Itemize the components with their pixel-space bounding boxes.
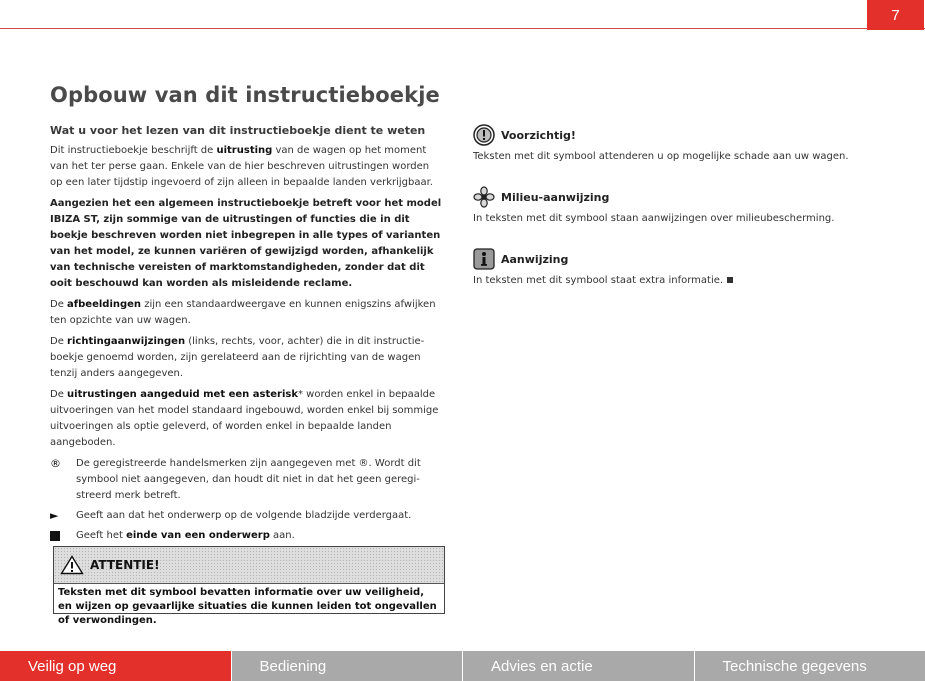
attention-text: Teksten met dit symbool bevatten informatie over uw veiligheid, en wijzen op gevaarlijke situaties die kunnen leiden tot ongevallen of verwondingen. [58,587,437,626]
warning-triangle-icon [60,555,84,575]
paragraph-asterisk: De uitrustingen aangeduid met een asterisk* worden enkel in bepaalde uitvoeringen van het model standaard ingebouwd, worden enkel bij sommige uitvoeringen als optie geleverd, of worden enkel in bepaalde landen aangeboden. [50,389,439,448]
bullet-end-of-topic [50,528,442,546]
info-icon [473,248,495,270]
note-title: Aanwijzing [501,252,569,266]
page-title: Opbouw van dit instructieboekje [50,83,440,107]
bullet-text: De geregistreerde handelsmerken zijn aangegeven met ®. Wordt dit symbool niet aangegeven, dan houdt dit niet in dat het geen geregi-streerd merk betreft. [76,458,421,501]
attention-box [53,546,445,626]
note-info [473,248,893,288]
environment-icon [473,186,495,208]
paragraph-richtingaanwijzingen: De richtingaanwijzingen (links, rechts, voor, achter) die in dit instructie-boekje genoemd worden, zijn gerelateerd aan de rijrichting van de wagen tenzij anders aangegeven. [50,336,425,379]
emphasis: richtingaanwijzingen [67,336,186,347]
section-subheading: Wat u voor het lezen van dit instructieboekje dient te weten [50,124,426,137]
header-rule [0,28,925,29]
note-text: In teksten met dit symbool staan aanwijzingen over milieubescherming. [473,213,835,224]
registered-icon: ® [50,457,61,470]
tab-advies-en-actie[interactable]: Advies en actie [462,651,694,681]
bullet-text: Geeft aan dat het onderwerp op de volgende bladzijde verdergaat. [76,510,412,521]
end-square-icon [50,531,60,541]
emphasis: uitrustingen aangeduid met een asterisk [67,389,298,400]
note-title: Milieu-aanwijzing [501,190,610,204]
right-column [473,124,893,310]
note-environment [473,186,893,226]
tab-technische-gegevens[interactable]: Technische gegevens [694,651,925,681]
note-text: Teksten met dit symbool attenderen u op mogelijke schade aan uw wagen. [473,151,849,162]
arrow-right-icon: ► [50,509,59,522]
emphasis: uitrusting [216,145,273,156]
caution-icon [473,124,495,146]
left-column [50,124,442,550]
end-square-icon [727,277,733,283]
emphasis: afbeeldingen [67,299,142,310]
paragraph-model-note: Aangezien het een algemeen instructieboekje betreft voor het model IBIZA ST, zijn sommige van de uitrustingen of functies die in dit boekje beschreven worden niet inbegrepen in alle types of varianten van het model, ze kunnen variëren of gewijzigd worden, afhankelijk van technische vereisten of marktomstandigheden, zonder dat dit ooit beschouwd kan worden als misleidende reclame. [50,198,442,289]
section-nav [0,651,925,681]
tab-bediening[interactable]: Bediening [231,651,463,681]
note-caution [473,124,893,164]
tab-veilig-op-weg[interactable]: Veilig op weg [0,651,231,681]
page-number: 7 [867,0,924,30]
paragraph-uitrusting: Dit instructieboekje beschrijft de uitrusting van de wagen op het moment van het ter perse gaan. Enkele van de hier beschreven uitrustingen worden op een later tijdstip ingevoerd of zijn alleen in bepaalde landen verkrijgbaar. [50,145,433,188]
bullet-registered [50,456,442,504]
bullet-continue [50,508,442,524]
bullet-text: Geeft het einde van een onderwerp aan. [76,530,295,541]
attention-label: ATTENTIE! [90,558,160,572]
paragraph-afbeeldingen: De afbeeldingen zijn een standaardweergave en kunnen enigszins afwijken ten opzichte van uw wagen. [50,299,436,326]
emphasis: einde van een onderwerp [126,530,270,541]
attention-header [54,547,444,584]
note-title: Voorzichtig! [501,128,576,142]
note-text: In teksten met dit symbool staat extra informatie. [473,274,893,288]
